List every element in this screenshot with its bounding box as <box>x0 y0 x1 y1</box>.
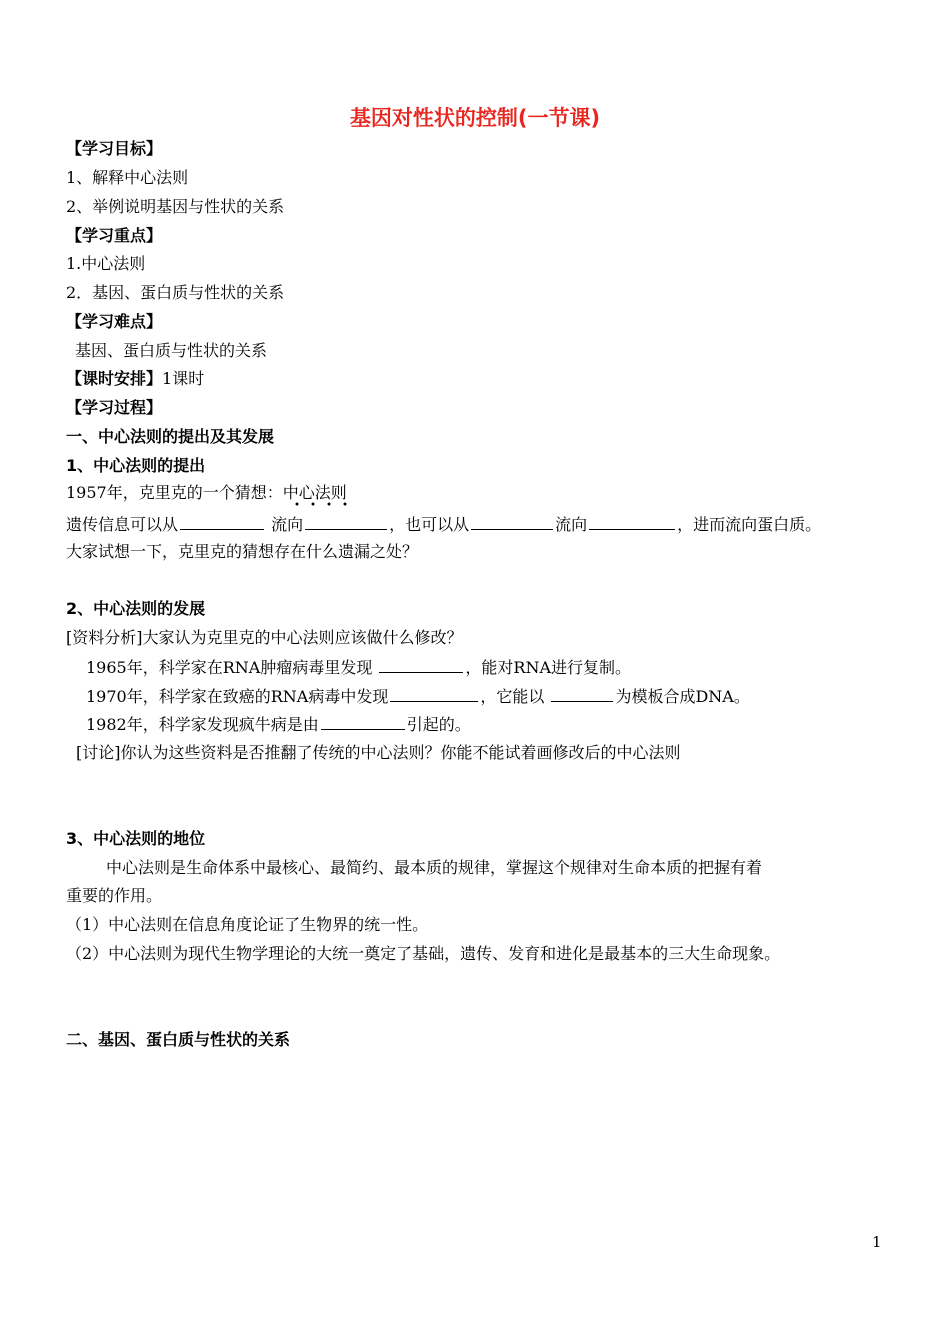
key-points-heading: 【学习重点】 <box>66 226 163 245</box>
central-dogma-emphasis <box>283 482 347 504</box>
analysis-line: [资料分析]大家认为克里克的中心法则应该做什么修改？ <box>66 628 463 647</box>
emphasis-dots <box>289 502 347 506</box>
status-paragraph-line-1: 中心法则是生命体系中最核心、最简约、最本质的规律，掌握这个规律对生命本质的把握有着 <box>106 858 763 877</box>
fact-1982-text-1: 1982年，科学家发现疯牛病是由 <box>86 715 319 734</box>
fact-1982 <box>86 713 471 736</box>
fill-blank-8[interactable] <box>321 713 405 730</box>
fact-1970-text-1: 1970年，科学家在致癌的RNA病毒中发现 <box>86 687 389 706</box>
page-number: 1 <box>872 1233 882 1251</box>
info-flow-line <box>66 513 821 536</box>
info-flow-text-3: ，也可以从 <box>389 515 470 534</box>
process-heading: 【学习过程】 <box>66 398 163 417</box>
status-point-1: （1）中心法则在信息角度论证了生物界的统一性。 <box>66 915 429 934</box>
fact-1965-text-1: 1965年，科学家在RNA肿瘤病毒里发现 <box>86 658 373 677</box>
sub1-heading: 1、中心法则的提出 <box>66 456 206 475</box>
central-dogma-text: 中心法则 <box>282 483 347 502</box>
fill-blank-2[interactable] <box>305 513 387 530</box>
section1-heading: 一、中心法则的提出及其发展 <box>66 427 275 446</box>
crick-guess-line <box>66 482 347 504</box>
objective-item-1: 1、解释中心法则 <box>66 168 189 187</box>
difficulty-heading: 【学习难点】 <box>66 312 163 331</box>
difficulty-text: 基因、蛋白质与性状的关系 <box>75 341 268 360</box>
fact-1982-text-2: 引起的。 <box>406 715 471 734</box>
fact-1965 <box>86 656 631 679</box>
fill-blank-1[interactable] <box>180 513 264 530</box>
fill-blank-5[interactable] <box>379 656 463 673</box>
info-flow-text-4: 流向 <box>555 515 588 534</box>
status-paragraph-line-2: 重要的作用。 <box>66 886 163 905</box>
crick-question: 大家试想一下，克里克的猜想存在什么遗漏之处？ <box>66 542 419 561</box>
schedule-value: 1课时 <box>162 369 205 388</box>
fact-1965-text-2: ，能对RNA进行复制。 <box>465 658 632 677</box>
sub2-heading: 2、中心法则的发展 <box>66 599 206 618</box>
key-point-item-1: 1.中心法则 <box>66 254 146 273</box>
discussion-line: [讨论]你认为这些资料是否推翻了传统的中心法则？你能不能试着画修改后的中心法则 <box>76 743 681 762</box>
objectives-heading: 【学习目标】 <box>66 139 163 158</box>
info-flow-text-2: 流向 <box>271 515 304 534</box>
objective-item-2: 2、举例说明基因与性状的关系 <box>66 197 285 216</box>
section2-heading: 二、基因、蛋白质与性状的关系 <box>66 1030 291 1049</box>
sub3-heading: 3、中心法则的地位 <box>66 829 206 848</box>
fill-blank-6[interactable] <box>390 685 478 702</box>
fact-1970 <box>86 685 750 708</box>
fill-blank-4[interactable] <box>589 513 675 530</box>
info-flow-text-1: 遗传信息可以从 <box>66 515 179 534</box>
key-point-item-2: 2．基因、蛋白质与性状的关系 <box>66 283 285 302</box>
fact-1970-text-2: ，它能以 <box>480 687 545 706</box>
fill-blank-3[interactable] <box>471 513 553 530</box>
page-title: 基因对性状的控制(一节课) <box>349 106 601 130</box>
schedule-line <box>66 368 204 390</box>
schedule-heading: 【课时安排】 <box>66 369 163 388</box>
info-flow-text-5: ，进而流向蛋白质。 <box>677 515 822 534</box>
status-point-2: （2）中心法则为现代生物学理论的大统一奠定了基础，遗传、发育和进化是最基本的三大生命现象。 <box>66 944 781 963</box>
fact-1970-text-3: 为模板合成DNA。 <box>615 687 750 706</box>
fill-blank-7[interactable] <box>551 685 613 702</box>
crick-guess-prefix: 1957年，克里克的一个猜想： <box>66 483 283 502</box>
